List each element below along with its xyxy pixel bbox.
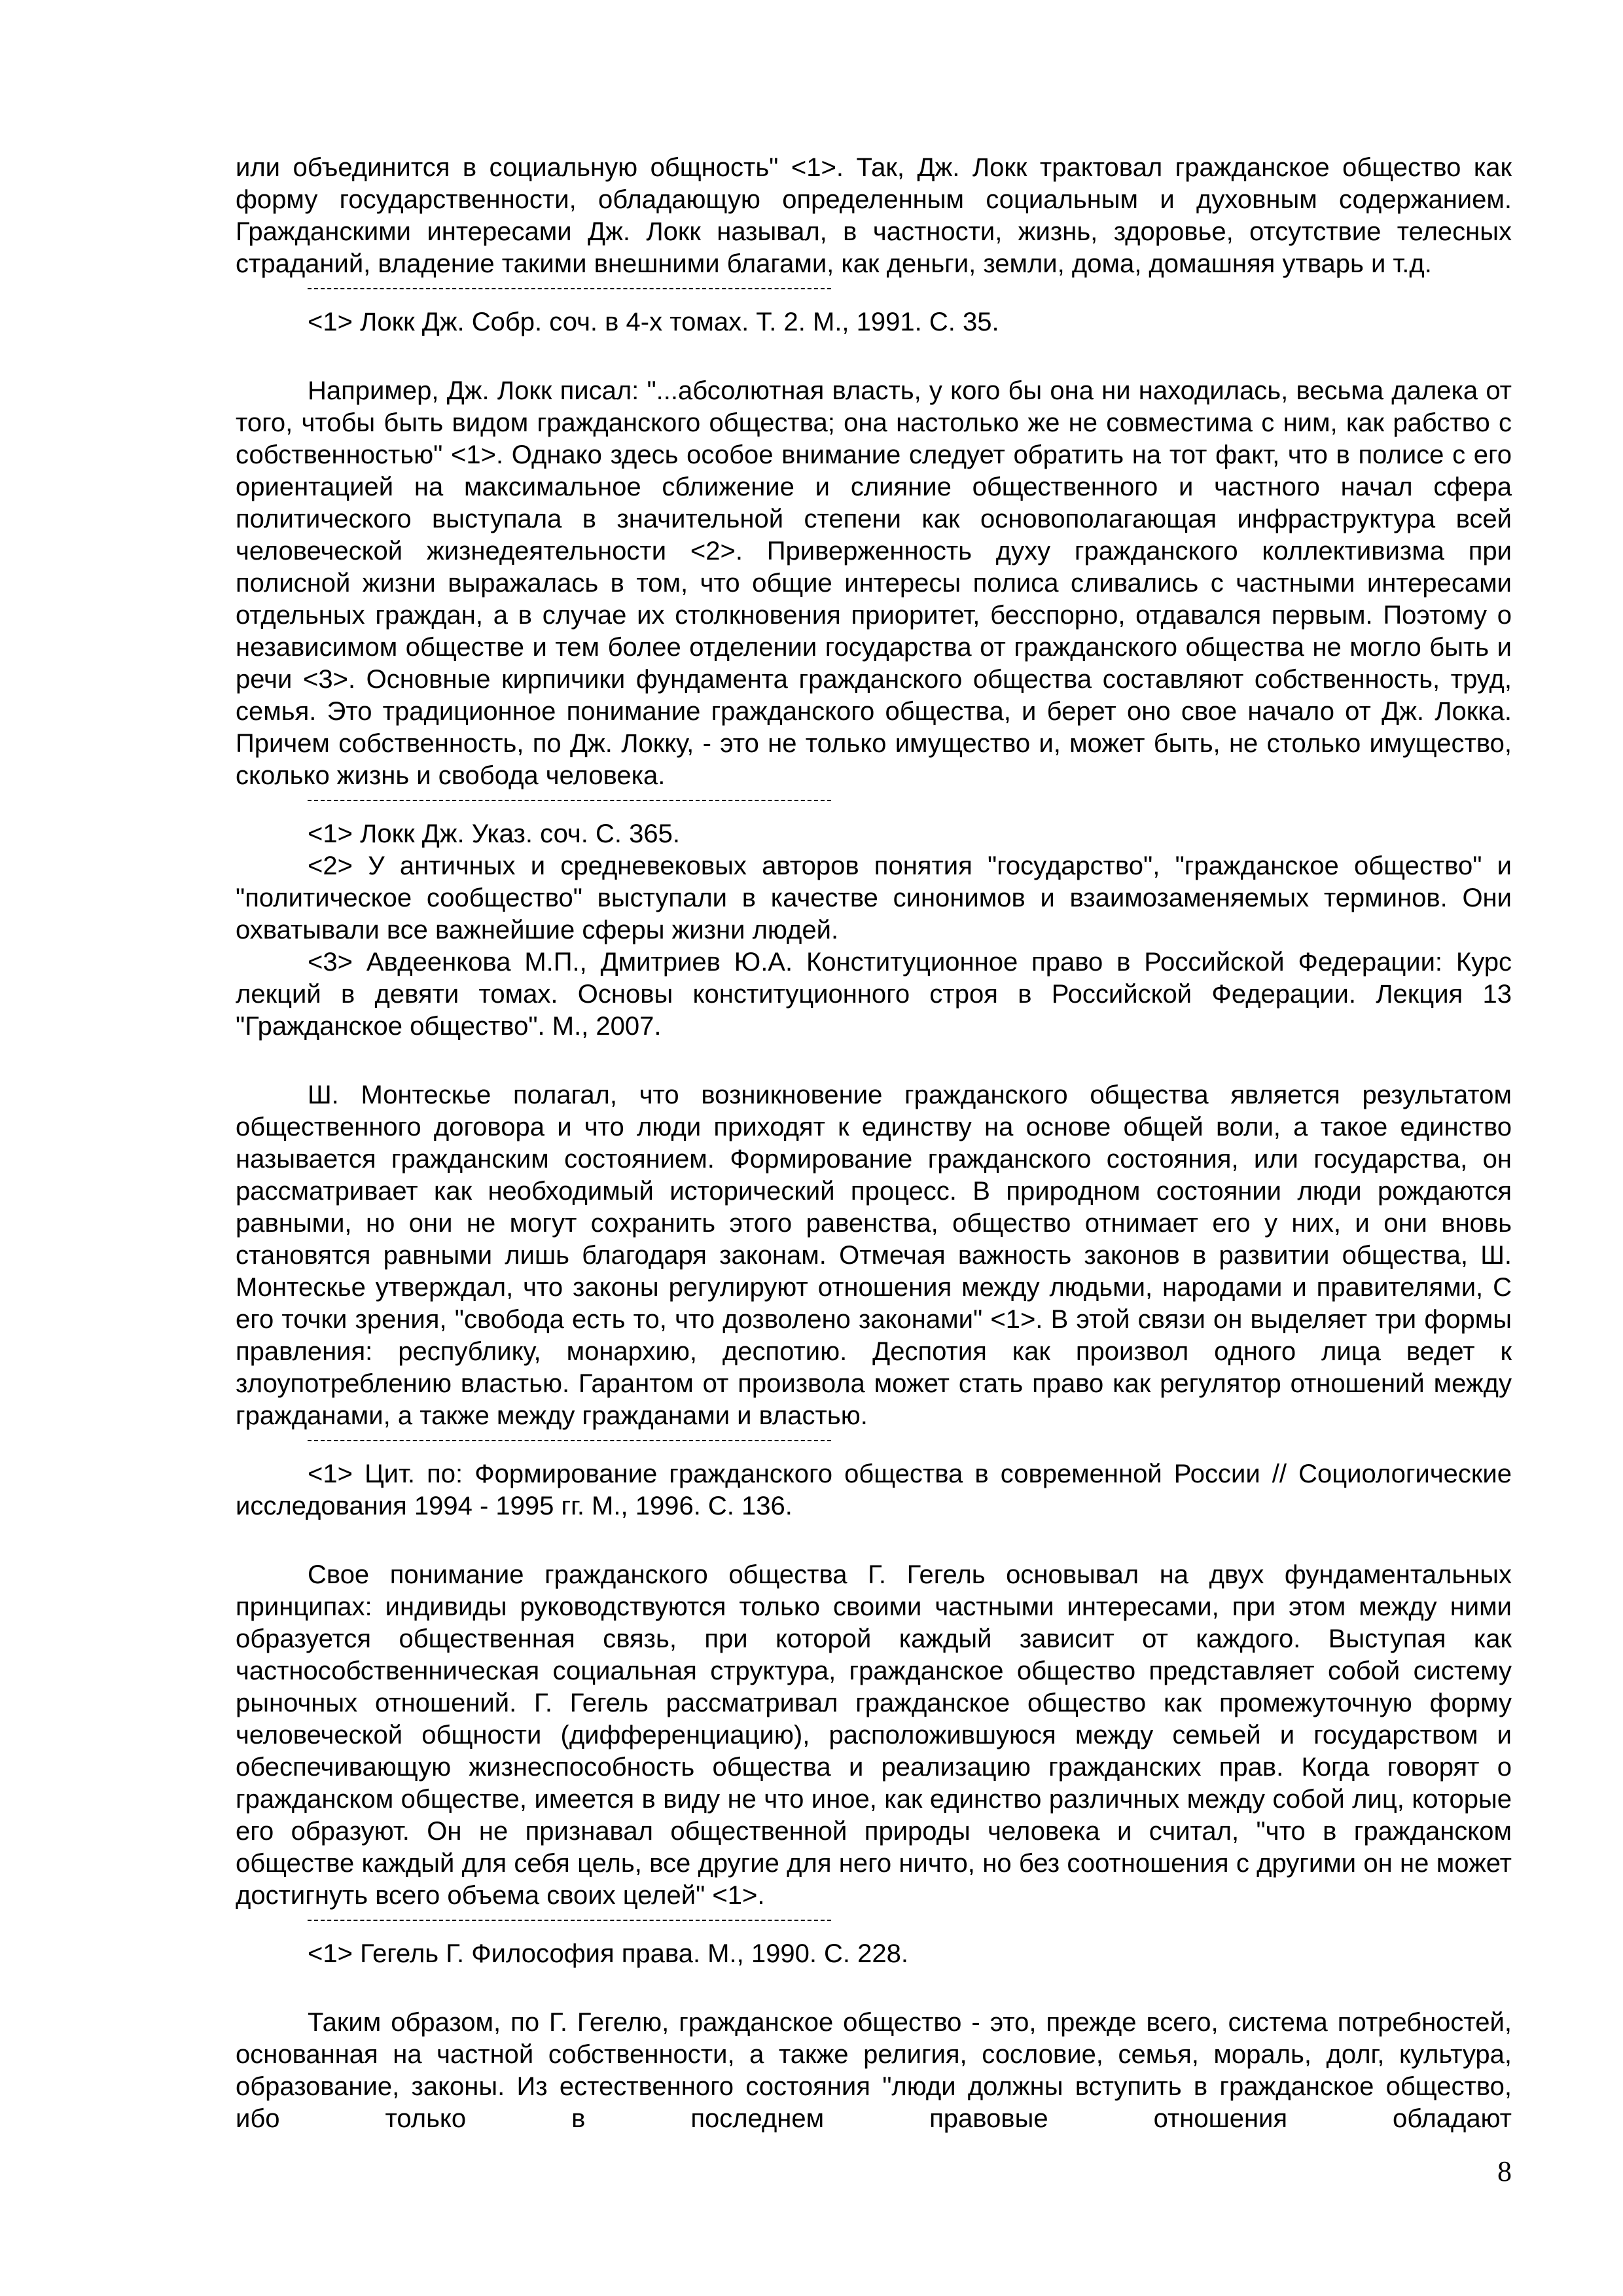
paragraph-montesquieu: Ш. Монтескье полагал, что возникновение гражданского общества является результатом общественного договора и что люди приходят к единству на основе общей воли, а такое единство называется гражданским состоянием. Формирование гражданского состояния, или государства, он рассматривает как необходимый исторический процесс. В природном состоянии люди рождаются равными, но они не могут сохранить этого равенства, общество отнимает его у них, и они вновь становятся равными лишь благодаря законам. Отмечая важность законов в развитии общества, Ш. Монтескье утверждал, что законы регулируют отношения между людьми, народами и правителями, С его точки зрения, "свобода есть то, что дозволено законами" <1>. В этой связи он выделяет три формы правления: республику, монархию, деспотию. Деспотия как произвол одного лица ведет к злоупотреблению властью. Гарантом от произвола может стать право как регулятор отношений между гражданами, а также между гражданами и властью. — [236, 1081, 1512, 1430]
footnote-2-ancient-authors: <2> У античных и средневековых авторов понятия "государство", "гражданское общество" и "политическое сообщество" выступали в качестве синонимов и взаимозаменяемых терминов. Они охватывали все важнейшие сферы жизни людей. — [236, 852, 1512, 944]
document-page — [236, 152, 1512, 2135]
footnote-3-avdeenkova: <3> Авдеенкова М.П., Дмитриев Ю.А. Конституционное право в Российской Федерации: Курс лекций в девяти томах. Основы конституционного строя в Российской Федерации. Лекция 13 "Гражданское общество". М., 2007. — [236, 948, 1512, 1041]
footnote-separator — [308, 288, 831, 289]
page-number: 8 — [1497, 2155, 1512, 2187]
paragraph-hegel-conclusion: Таким образом, по Г. Гегелю, гражданское общество - это, прежде всего, система потребностей, основанная на частной собственности, а также религия, сословие, семья, мораль, долг, культура, образование, законы. Из естественного состояния "люди должны вступить в гражданское общество, ибо только в последнем правовые отношения обладают — [236, 2008, 1512, 2133]
spacer — [236, 338, 1512, 375]
footnote-separator — [308, 1440, 831, 1441]
paragraph-absolute-power: Например, Дж. Локк писал: "...абсолютная власть, у кого бы она ни находилась, весьма далека от того, чтобы быть видом гражданского общества; она настолько же не совместима с ним, как рабство с собственностью" <1>. Однако здесь особое внимание следует обратить на тот факт, что в полисе с его ориентацией на максимальное сближение и слияние общественного и частного начал сфера политического выступала в значительной степени как основополагающая инфраструктура всей человеческой жизнедеятельности <2>. Приверженность духу гражданского коллективизма при полисной жизни выражалась в том, что общие интересы полиса сливались с частными интересами отдельных граждан, а в случае их столкновения приоритет, бесспорно, отдавался первым. Поэтому о независимом обществе и тем более отделении государства от гражданского общества не могло быть и речи <3>. Основные кирпичики фундамента гражданского общества составляют собственность, труд, семья. Это традиционное понимание гражданского общества, и берет оно свое начало от Дж. Локка. Причем собственность, по Дж. Локку, - это не только имущество и, может быть, не столько имущество, сколько жизнь и свобода человека. — [236, 376, 1512, 790]
footnote-1-hegel-philosophy: <1> Гегель Г. Философия права. М., 1990. С. 228. — [308, 1939, 909, 1968]
footnote-separator — [308, 1920, 831, 1921]
paragraph-hegel: Свое понимание гражданского общества Г. Гегель основывал на двух фундаментальных принципах: индивиды руководствуются только своими частными интересами, при этом между ними образуется общественная связь, при которой каждый зависит от каждого. Выступая как частнособственническая социальная структура, гражданское общество представляет собой систему рыночных отношений. Г. Гегель рассматривал гражданское общество как промежуточную форму человеческой общности (дифференциацию), расположившуюся между семьей и государством и обеспечивающую жизнеспособность общества и реализацию гражданских прав. Когда говорят о гражданском обществе, имеется в виду не что иное, как единство различных между собой лиц, которые его образуют. Он не признавал общественной природы человека и считал, "что в гражданском обществе каждый для себя цель, все другие для него ничто, но без соотношения с другими он не может достигнуть всего объема своих целей" <1>. — [236, 1560, 1512, 1910]
footnote-1-locke-works: <1> Локк Дж. Собр. соч. в 4-х томах. Т. 2. М., 1991. С. 35. — [308, 308, 999, 336]
paragraph-locke-interests: или объединится в социальную общность" <1>. Так, Дж. Локк трактовал гражданское общество как форму государственности, обладающую определенным социальным и духовным содержанием. Гражданскими интересами Дж. Локк называл, в частности, жизнь, здоровье, отсутствие телесных страданий, владение такими внешними благами, как деньги, земли, дома, домашняя утварь и т.д. — [236, 153, 1512, 278]
spacer — [236, 1970, 1512, 2007]
footnote-separator — [308, 800, 831, 801]
spacer — [236, 1043, 1512, 1079]
spacer — [236, 1522, 1512, 1559]
footnote-1-locke-cited: <1> Локк Дж. Указ. соч. С. 365. — [308, 819, 680, 848]
footnote-1-formation: <1> Цит. по: Формирование гражданского общества в современной России // Социологические исследования 1994 - 1995 гг. М., 1996. С. 136. — [236, 1460, 1512, 1520]
